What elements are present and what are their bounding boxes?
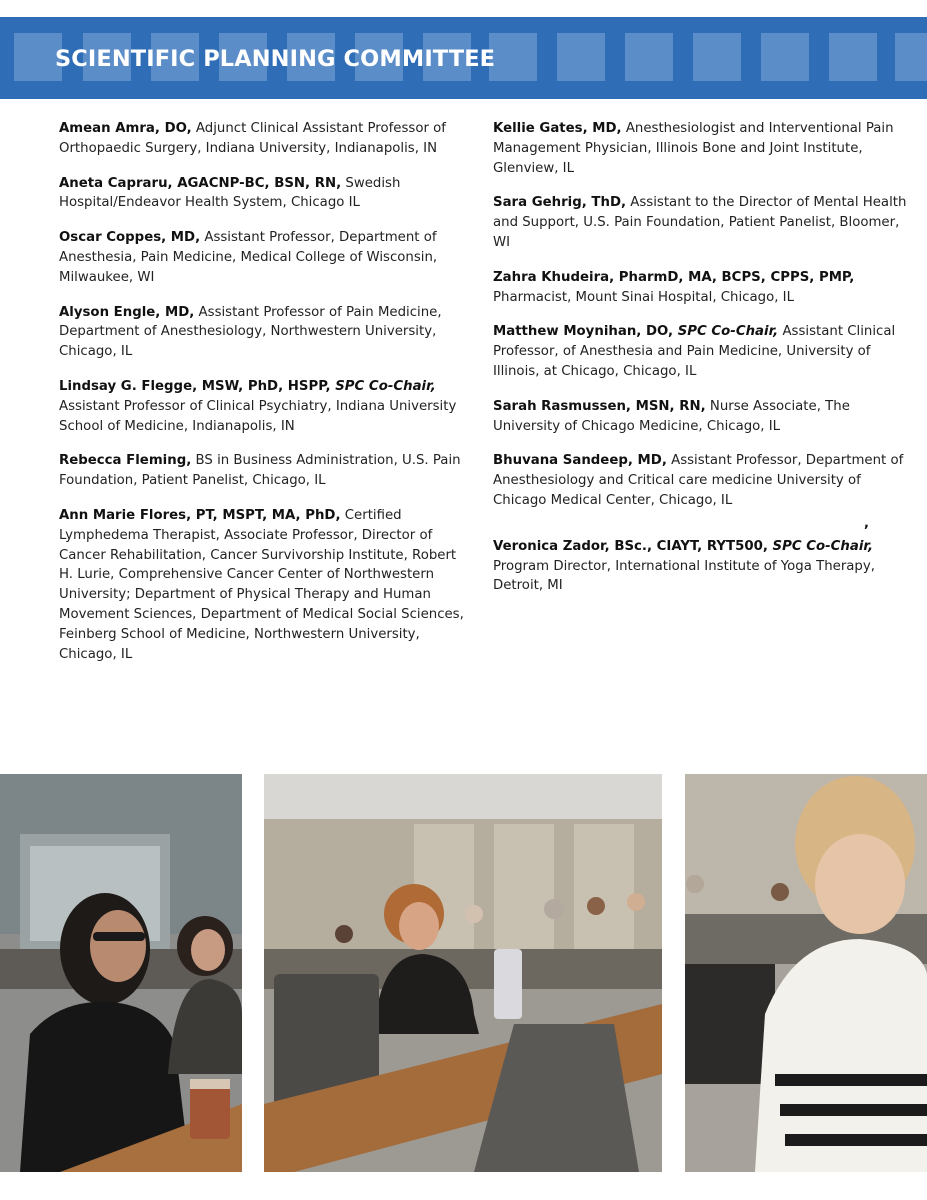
member-name: Sara Gehrig, ThD,: [493, 195, 627, 211]
banner-square: [693, 33, 741, 81]
photo-center-illustration: [264, 774, 662, 1172]
member-entry: [493, 268, 913, 308]
member-details: Assistant Professor of Pain Medicine, Department of Anesthesiology, Northwestern University, Chicago, IL: [59, 304, 442, 360]
member-name: Matthew Moynihan, DO,: [493, 324, 674, 340]
member-name: Ann Marie Flores, PT, MSPT, MA, PhD,: [59, 507, 341, 523]
member-details: Assistant Professor, Department of Anesthesia, Pain Medicine, Medical College of Wisconsin, Milwaukee, WI: [59, 230, 438, 285]
committee-list-left: [59, 119, 464, 679]
member-name: Amean Amra, DO,: [59, 121, 192, 136]
member-entry: [59, 451, 464, 491]
stray-comma: ,: [864, 515, 869, 531]
banner-square: [895, 33, 927, 81]
banner-square: [625, 33, 673, 81]
member-details: Certified Lymphedema Therapist, Associate Professor, Director of Cancer Rehabilitation, Cancer Survivorship Institute, Robert H. Lurie, Comprehensive Cancer Center of Northwestern University; Department of Physical Therapy and Human Movement Sciences, Department of Medical Social Sciences, Feinberg School of Medicine, Northwestern University, Chicago, IL: [59, 507, 464, 662]
member-name: Aneta Capraru, AGACNP-BC, BSN, RN,: [59, 175, 342, 191]
member-name: Zahra Khudeira, PharmD, MA, BCPS, CPPS, PMP,: [493, 269, 855, 285]
photo-attendees-right: [685, 774, 927, 1172]
member-name: Oscar Coppes, MD,: [59, 230, 201, 246]
member-entry: [493, 537, 913, 596]
member-name: Veronica Zador, BSc., CIAYT, RYT500,: [493, 538, 768, 554]
member-entry: [493, 322, 913, 381]
photo-right-illustration: [685, 774, 927, 1172]
header-banner: [0, 17, 927, 99]
committee-list-right: [493, 119, 913, 611]
member-details: Nurse Associate, The University of Chicago Medicine, Chicago, IL: [493, 398, 850, 434]
member-name: Alyson Engle, MD,: [59, 304, 195, 320]
member-entry: [59, 303, 464, 362]
banner-square: [489, 33, 537, 81]
member-entry: [59, 174, 464, 214]
member-role: SPC Co-Chair,: [673, 324, 779, 340]
member-entry: [59, 377, 464, 436]
member-details: Pharmacist, Mount Sinai Hospital, Chicago, IL: [493, 289, 794, 305]
photo-attendees-left: [0, 774, 242, 1172]
member-details: Assistant Clinical Professor, of Anesthesia and Pain Medicine, University of Illinois, at Chicago, Chicago, IL: [493, 324, 896, 379]
member-entry: [59, 119, 464, 159]
member-entry: [493, 451, 913, 510]
banner-square: [557, 33, 605, 81]
member-name: Kellie Gates, MD,: [493, 121, 622, 136]
member-details: Anesthesiologist and Interventional Pain Management Physician, Illinois Bone and Joint Institute, Glenview, IL: [493, 121, 894, 176]
member-name: Sarah Rasmussen, MSN, RN,: [493, 398, 706, 414]
member-details: Adjunct Clinical Assistant Professor of Orthopaedic Surgery, Indiana University, Indianapolis, IN: [59, 121, 446, 156]
member-details: Assistant Professor, Department of Anesthesiology and Critical care medicine University of Chicago Medical Center, Chicago, IL: [493, 453, 904, 508]
member-entry: [59, 228, 464, 287]
member-entry: [493, 119, 913, 178]
member-entry: [493, 397, 913, 437]
member-name: Rebecca Fleming,: [59, 453, 192, 469]
member-name: Lindsay G. Flegge, MSW, PhD, HSPP,: [59, 378, 331, 394]
member-details: Assistant Professor of Clinical Psychiatry, Indiana University School of Medicine, Indianapolis, IN: [59, 398, 457, 434]
member-role: SPC Co-Chair,: [767, 538, 874, 554]
member-role: SPC Co-Chair,: [330, 378, 436, 394]
page-title: SCIENTIFIC PLANNING COMMITTEE: [55, 46, 496, 72]
member-details: Swedish Hospital/Endeavor Health System, Chicago IL: [59, 175, 401, 211]
member-details: BS in Business Administration, U.S. Pain Foundation, Patient Panelist, Chicago, IL: [59, 453, 461, 489]
banner-square: [761, 33, 809, 81]
member-entry: [59, 506, 464, 664]
member-details: Assistant to the Director of Mental Health and Support, U.S. Pain Foundation, Patient Panelist, Bloomer, WI: [493, 195, 907, 250]
photo-left-illustration: [0, 774, 242, 1172]
member-details: Program Director, International Institute of Yoga Therapy, Detroit, MI: [493, 558, 875, 594]
member-name: Bhuvana Sandeep, MD,: [493, 453, 667, 469]
photo-attendees-center: [264, 774, 662, 1172]
member-entry: [493, 193, 913, 252]
banner-square: [829, 33, 877, 81]
